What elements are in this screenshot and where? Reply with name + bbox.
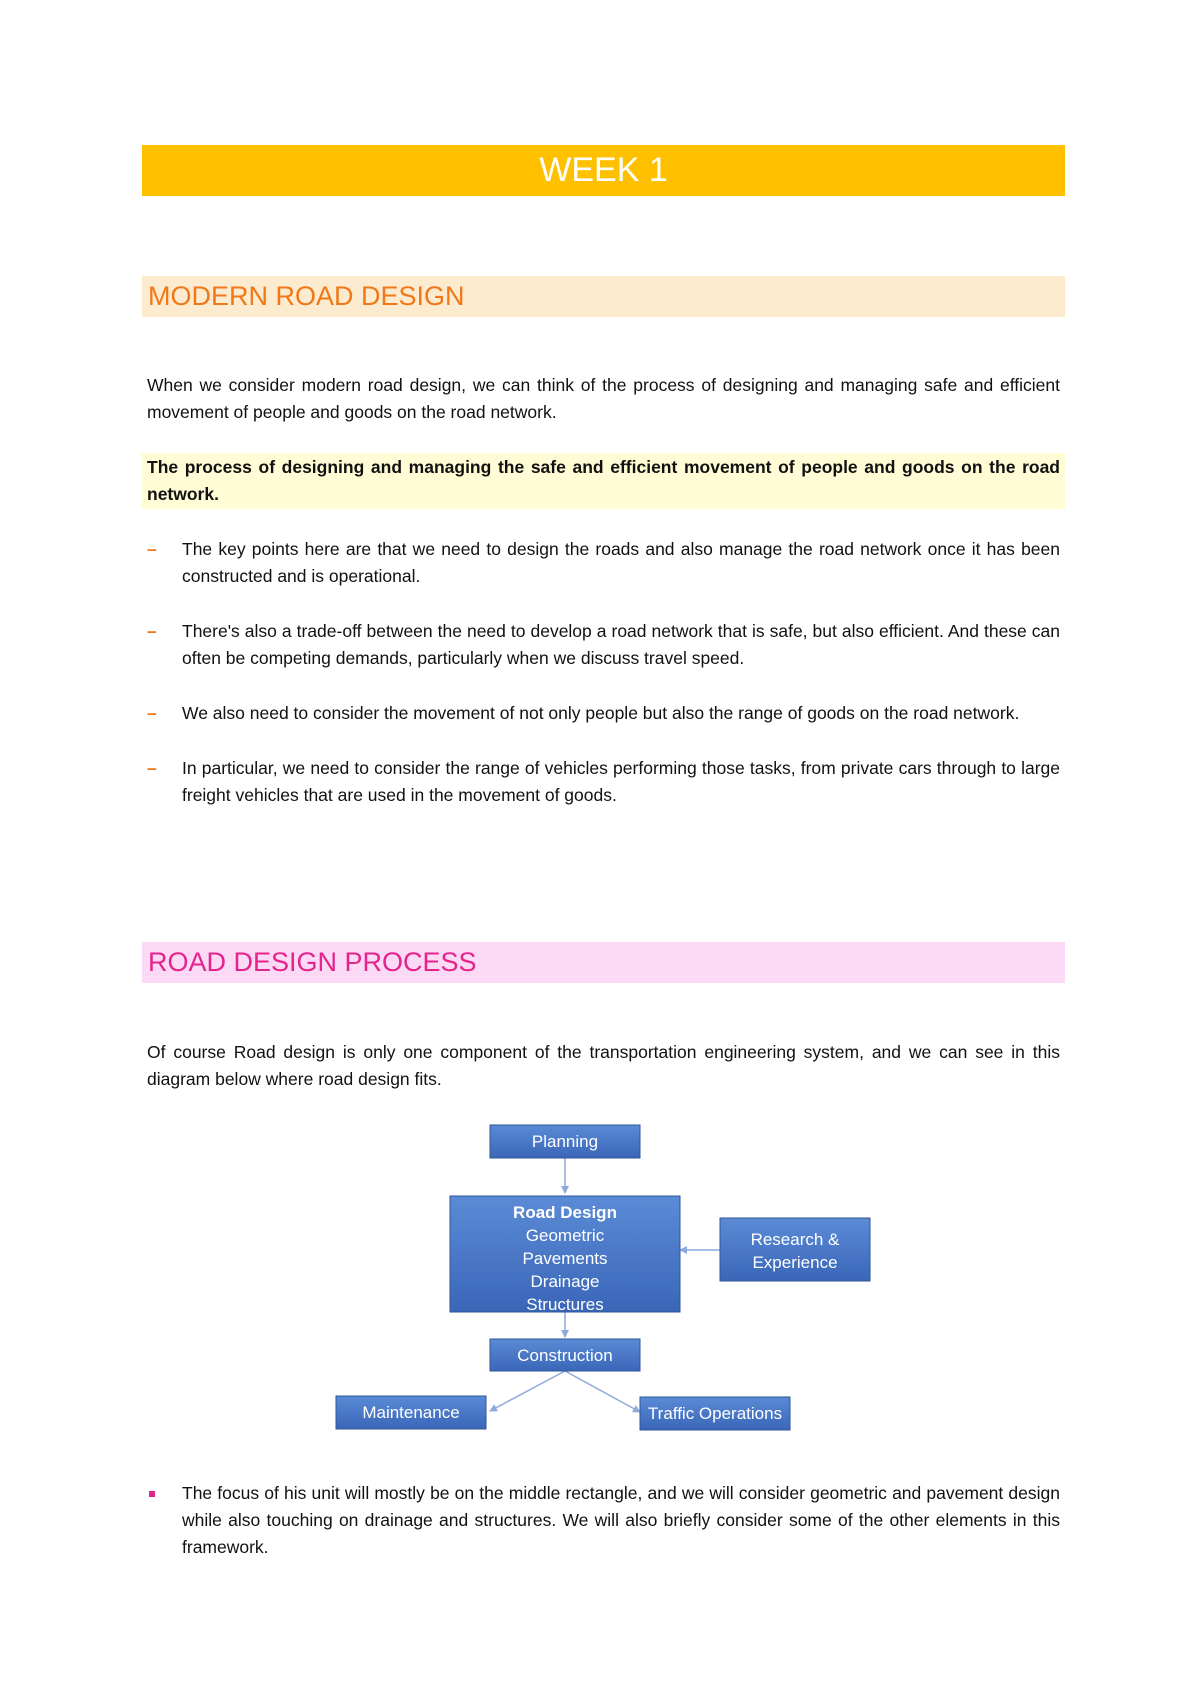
road-design-item: Pavements — [522, 1249, 608, 1268]
research-label-line1: Research & — [750, 1230, 840, 1249]
road-design-process-intro: Of course Road design is only one component of the transportation engineering system, and we can see in this diagram below where road design fits. — [147, 1042, 1060, 1089]
list-item — [147, 618, 1060, 672]
list-item — [147, 700, 1060, 727]
maintenance-label: Maintenance — [362, 1403, 460, 1422]
list-item-text: The key points here are that we need to design the roads and also manage the road network once it has been constructed and is operational. — [182, 539, 1060, 586]
list-item-text: In particular, we need to consider the range of vehicles performing those tasks, from private cars through to large freight vehicles that are used in the movement of goods. — [182, 758, 1060, 805]
key-points-list — [147, 536, 1060, 837]
dash-bullet-icon: – — [147, 621, 157, 641]
planning-label: Planning — [531, 1132, 599, 1151]
road-design-process-diagram — [330, 1120, 890, 1440]
section-heading-road-design-process: ROAD DESIGN PROCESS — [142, 942, 1065, 983]
list-item-text: There's also a trade-off between the need to develop a road network that is safe, but also efficient. And these can often be competing demands, particularly when we discuss travel speed. — [182, 621, 1060, 668]
construction-label: Construction — [517, 1346, 613, 1365]
road-design-item: Structures — [526, 1295, 604, 1314]
research-label-line2: Experience — [752, 1253, 838, 1272]
list-item — [147, 1480, 1060, 1561]
list-item — [147, 536, 1060, 590]
list-item — [147, 755, 1060, 809]
dash-bullet-icon: – — [147, 703, 157, 723]
modern-road-design-intro: When we consider modern road design, we can think of the process of designing and managing safe and efficient movement of people and goods on the road network. — [147, 375, 1060, 422]
list-item-text: We also need to consider the movement of not only people but also the range of goods on the road network. — [182, 703, 1020, 723]
arrow-construction-to-traffic-operations — [565, 1371, 640, 1412]
dash-bullet-icon: – — [147, 758, 157, 778]
road-design-title: Road Design — [513, 1203, 617, 1222]
square-bullet-icon — [149, 1491, 155, 1497]
list-item-text: The focus of his unit will mostly be on the middle rectangle, and we will consider geometric and pavement design while also touching on drainage and structures. We will also briefly consider some of the other elements in this framework. — [182, 1483, 1060, 1557]
section-heading-modern-road-design: MODERN ROAD DESIGN — [142, 276, 1065, 317]
focus-notes-list — [147, 1480, 1060, 1561]
dash-bullet-icon: – — [147, 539, 157, 559]
arrow-construction-to-maintenance — [490, 1371, 565, 1411]
traffic-operations-label: Traffic Operations — [647, 1404, 783, 1423]
road-design-item: Geometric — [525, 1226, 605, 1245]
definition-text: The process of designing and managing the safe and efficient movement of people and goods on the road network. — [147, 457, 1060, 504]
road-design-item: Drainage — [530, 1272, 600, 1291]
week-title-banner: WEEK 1 — [142, 145, 1065, 196]
